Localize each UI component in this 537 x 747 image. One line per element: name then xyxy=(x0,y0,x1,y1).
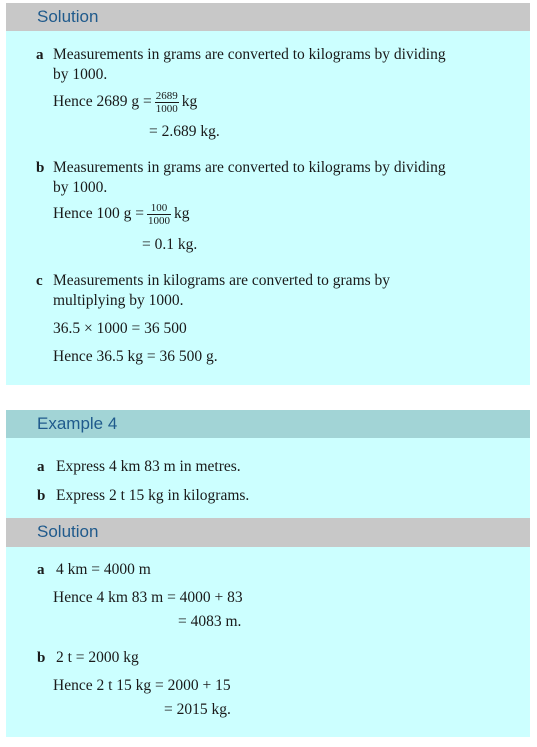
sol2-b-label: b xyxy=(37,650,46,666)
part-a-frac-num: 2689 xyxy=(155,90,178,102)
sol2-b-result: = 2015 kg. xyxy=(164,701,231,718)
solution-title-2: Solution xyxy=(37,522,99,541)
example-a-text: Express 4 km 83 m in metres. xyxy=(56,458,241,475)
part-a-line2: by 1000. xyxy=(53,66,108,83)
sol2-b-line1: 2 t = 2000 kg xyxy=(56,649,139,666)
part-a-hence xyxy=(53,90,197,115)
part-c-hence: Hence 36.5 kg = 36 500 g. xyxy=(53,348,218,365)
part-b-result: = 0.1 kg. xyxy=(142,236,198,253)
example-a-label: a xyxy=(37,459,45,475)
part-c-label: c xyxy=(36,273,43,289)
part-b-hence-prefix: Hence 100 g = xyxy=(53,205,144,223)
sol2-b-hence: Hence 2 t 15 kg = 2000 + 15 xyxy=(53,677,231,694)
part-c-line1: Measurements in kilograms are converted to grams by xyxy=(53,272,391,289)
sol2-a-line1: 4 km = 4000 m xyxy=(56,561,151,578)
part-a-frac-den: 1000 xyxy=(155,103,178,115)
part-b-frac-num: 100 xyxy=(147,202,171,215)
example-header xyxy=(6,410,530,438)
example-panel xyxy=(6,410,530,737)
part-b-fraction xyxy=(147,202,171,227)
part-b-line1: Measurements in grams are converted to kilograms by dividing xyxy=(53,159,446,176)
part-b-unit: kg xyxy=(173,205,190,223)
solution-panel-1 xyxy=(6,3,530,385)
part-c-line2: multiplying by 1000. xyxy=(53,292,184,309)
part-a-label: a xyxy=(36,47,44,63)
part-a-line1: Measurements in grams are converted to kilograms by dividing xyxy=(53,46,446,63)
part-a-fraction xyxy=(155,90,179,115)
part-b-hence xyxy=(53,202,189,227)
part-b-line2: by 1000. xyxy=(53,179,108,196)
sol2-a-result: = 4083 m. xyxy=(178,613,242,630)
sol2-a-label: a xyxy=(37,562,45,578)
part-a-result: = 2.689 kg. xyxy=(149,123,220,140)
solution-header-2 xyxy=(6,518,530,547)
solution-header-1 xyxy=(6,3,530,31)
part-a-unit: kg xyxy=(181,93,198,111)
solution-title-1: Solution xyxy=(37,7,99,26)
part-c-calc: 36.5 × 1000 = 36 500 xyxy=(53,320,187,337)
part-b-frac-den: 1000 xyxy=(147,215,170,227)
part-b-label: b xyxy=(36,160,45,176)
example-b-text: Express 2 t 15 kg in kilograms. xyxy=(56,487,250,504)
example-b-label: b xyxy=(37,488,46,504)
part-a-hence-prefix: Hence 2689 g = xyxy=(53,93,152,111)
example-title: Example 4 xyxy=(37,414,118,433)
sol2-a-hence: Hence 4 km 83 m = 4000 + 83 xyxy=(53,589,243,606)
